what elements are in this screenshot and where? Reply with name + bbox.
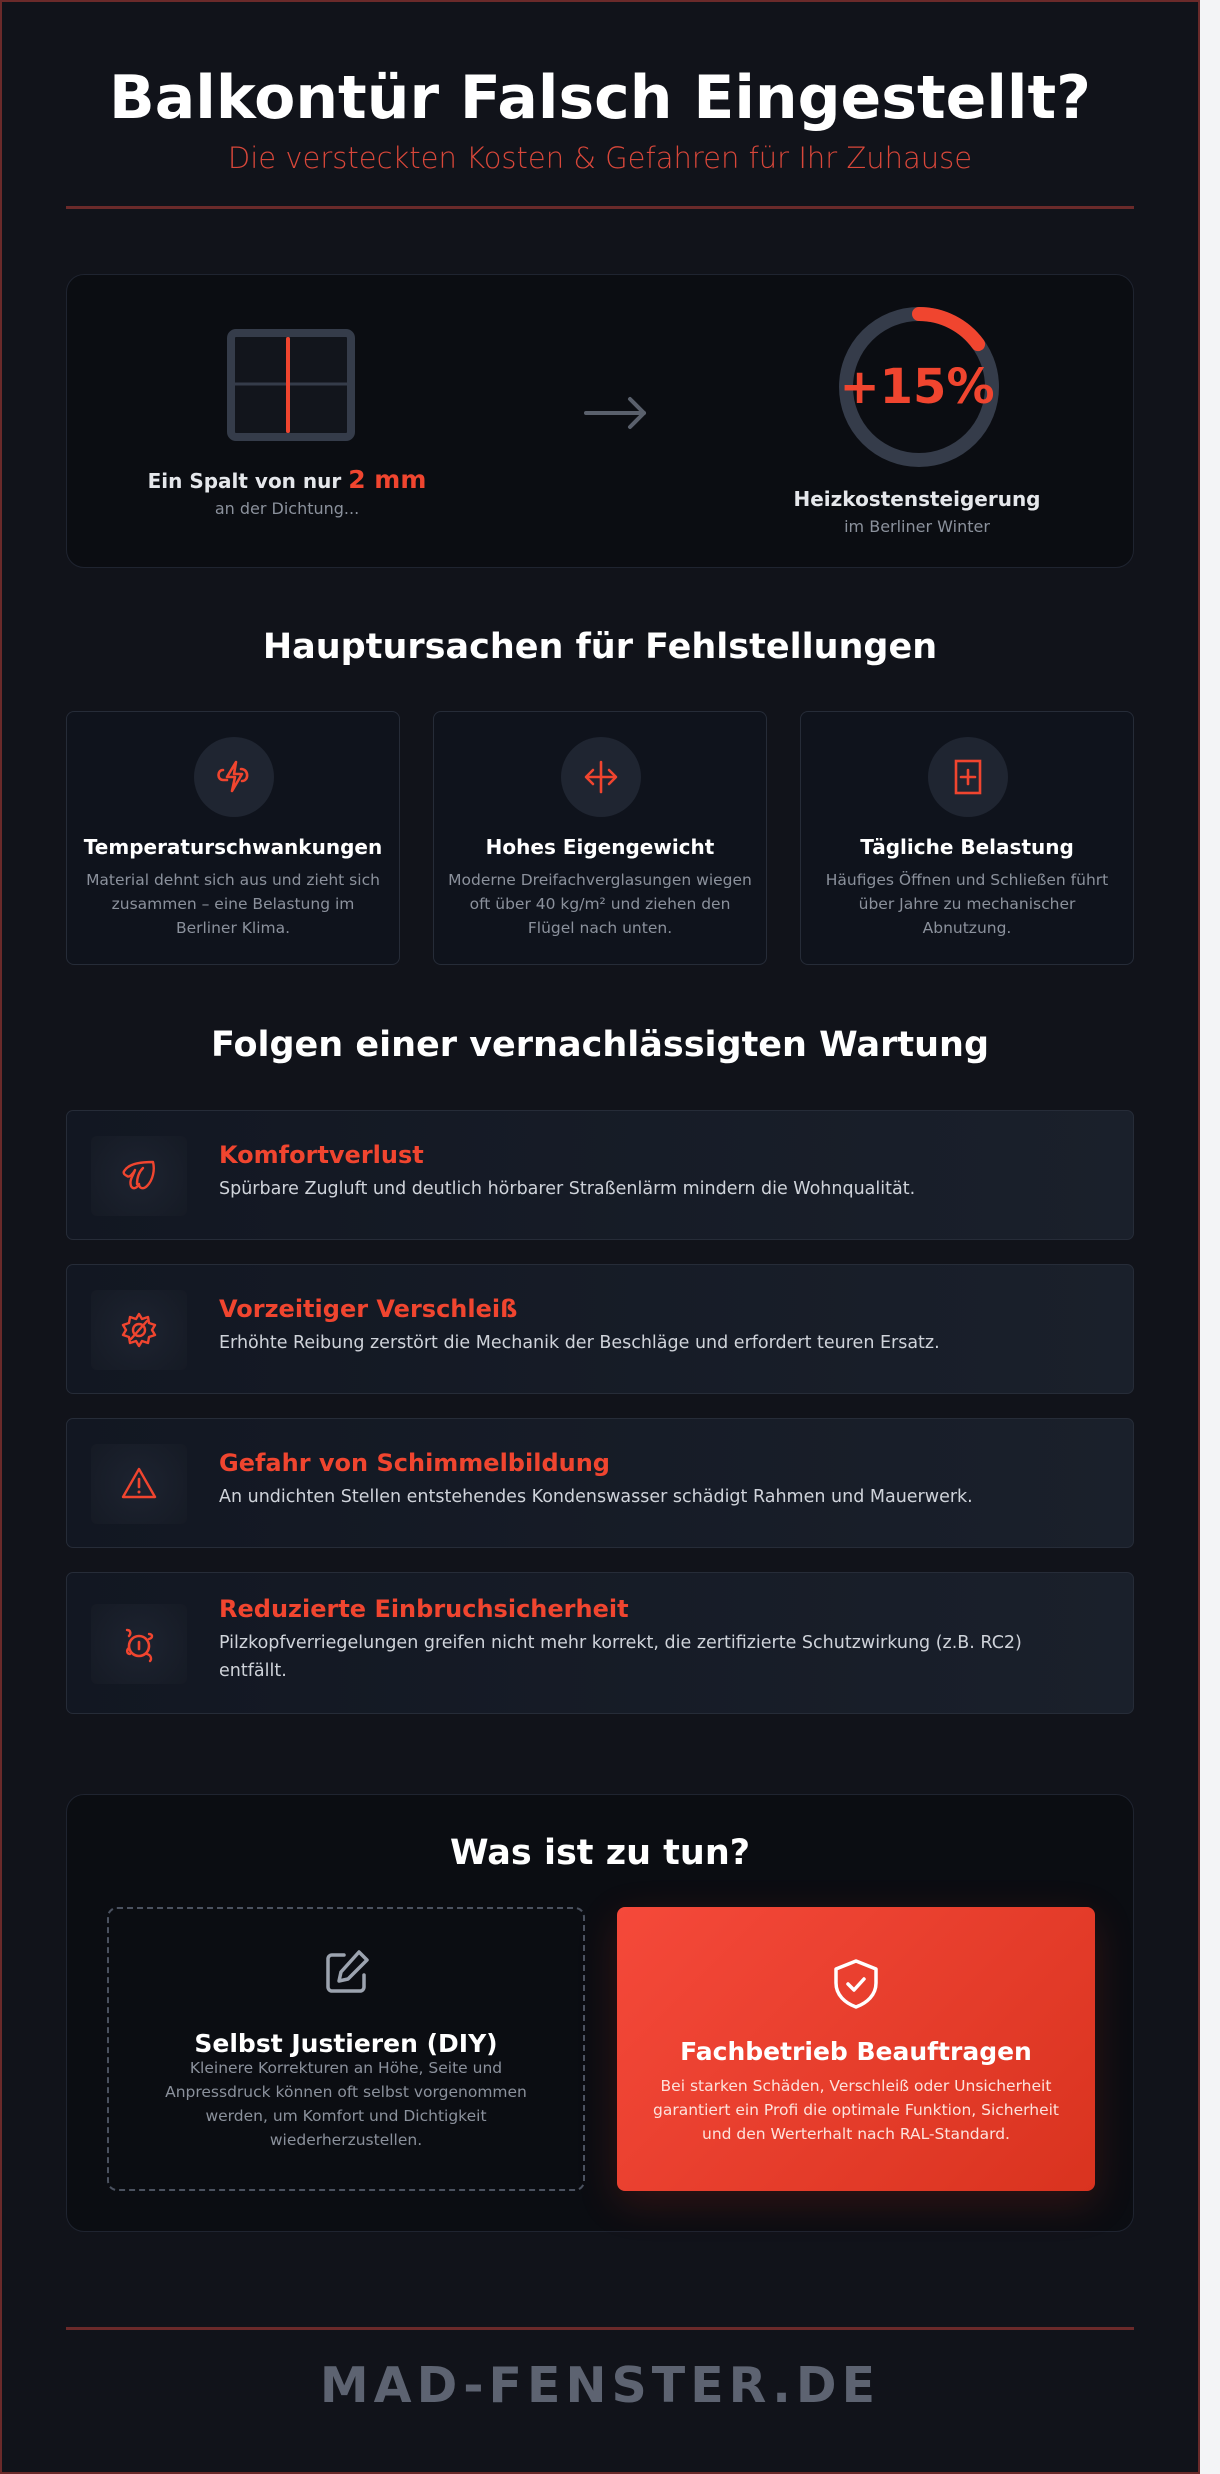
cause-title: Tägliche Belastung xyxy=(860,835,1074,859)
hero-card xyxy=(66,274,1134,568)
cause-text: Moderne Dreifachverglasungen wiegen oft über 40 kg/m² und ziehen den Flügel nach unten. xyxy=(448,871,752,937)
consequence-icon-box xyxy=(91,1290,187,1370)
heating-sublabel: im Berliner Winter xyxy=(844,517,990,536)
cause-icon-circle xyxy=(561,737,641,817)
edit-pencil-icon xyxy=(322,1947,372,1997)
action-card xyxy=(66,1794,1134,2232)
action-title: Was ist zu tun? xyxy=(449,1833,751,1873)
lock-broken-icon xyxy=(119,1624,159,1664)
consequence-text: Erhöhte Reibung zerstört die Mechanik der Beschläge und erfordert teuren Ersatz. xyxy=(219,1333,940,1353)
consequence-title: Komfortverlust xyxy=(219,1141,424,1169)
cause-card xyxy=(66,711,400,965)
diy-option[interactable] xyxy=(107,1907,585,2191)
cause-icon-circle xyxy=(194,737,274,817)
causes-title: Hauptursachen für Fehlstellungen xyxy=(262,627,938,667)
diy-title: Selbst Justieren (DIY) xyxy=(194,2029,498,2058)
cause-card xyxy=(433,711,767,965)
shield-check-icon xyxy=(829,1957,883,2011)
consequence-text: Spürbare Zugluft und deutlich hörbarer Straßenlärm mindern die Wohnqualität. xyxy=(219,1179,916,1199)
header xyxy=(2,2,1198,176)
cause-icon-circle xyxy=(928,737,1008,817)
door-plus-icon xyxy=(948,757,988,797)
window-gap-icon xyxy=(227,329,355,441)
consequence-title: Reduzierte Einbruchsicherheit xyxy=(219,1595,629,1623)
hero-heating-stat xyxy=(747,275,1087,567)
consequence-icon-box xyxy=(91,1136,187,1216)
footer-brand[interactable]: MAD-FENSTER.DE xyxy=(319,2357,881,2414)
hero-gap-label xyxy=(127,465,447,494)
gap-label-text: Ein Spalt von nur xyxy=(147,469,342,493)
cause-title: Hohes Eigengewicht xyxy=(485,835,715,859)
consequence-text: An undichten Stellen entstehendes Kondenswasser schädigt Rahmen und Mauerwerk. xyxy=(219,1487,973,1507)
cause-text: Material dehnt sich aus und zieht sich zusammen – eine Belastung im Berliner Klima. xyxy=(86,871,380,937)
pro-title: Fachbetrieb Beauftragen xyxy=(680,2037,1032,2066)
consequence-icon-box xyxy=(91,1444,187,1524)
consequence-title: Vorzeitiger Verschleiß xyxy=(219,1295,518,1323)
cause-text: Häufiges Öffnen und Schließen führt über Jahre zu mechanischer Abnutzung. xyxy=(825,871,1109,937)
cause-card xyxy=(800,711,1134,965)
page-subtitle: Die versteckten Kosten & Gefahren für Ihr Zuhause xyxy=(227,141,973,175)
footer-divider xyxy=(66,2327,1134,2330)
cause-title: Temperaturschwankungen xyxy=(83,835,383,859)
consequence-text: Pilzkopfverriegelungen greifen nicht mehr korrekt, die zertifizierte Schutzwirkung (z.B. RC2) entfällt. xyxy=(219,1633,1022,1681)
consequence-icon-box xyxy=(91,1604,187,1684)
consequence-title: Gefahr von Schimmelbildung xyxy=(219,1449,610,1477)
weight-split-arrows-icon xyxy=(581,757,621,797)
heating-label: Heizkostensteigerung xyxy=(793,487,1041,511)
gap-value: 2 mm xyxy=(348,465,427,494)
hire-professional-option[interactable] xyxy=(617,1907,1095,2191)
diy-text: Kleinere Korrekturen an Höhe, Seite und Anpressdruck können oft selbst vorgenommen werden, um Komfort und Dichtigkeit wiederherzustellen. xyxy=(165,2059,527,2149)
consequence-item xyxy=(66,1418,1134,1548)
gap-sublabel: an der Dichtung... xyxy=(214,499,360,518)
consequence-item xyxy=(66,1110,1134,1240)
consequence-item xyxy=(66,1572,1134,1714)
warning-triangle-icon xyxy=(119,1464,159,1504)
consequence-item xyxy=(66,1264,1134,1394)
draft-wind-icon xyxy=(119,1156,159,1196)
temperature-flash-icon xyxy=(214,757,254,797)
page-title: Balkontür Falsch Eingestellt? xyxy=(109,63,1091,133)
hero-gap-stat xyxy=(127,275,447,567)
gear-broken-icon xyxy=(119,1310,159,1350)
pro-text: Bei starken Schäden, Verschleiß oder Unsicherheit garantiert ein Profi die optimale Funktion, Sicherheit und den Werterhalt nach RAL-Standard. xyxy=(653,2077,1059,2143)
header-divider xyxy=(66,206,1134,209)
heating-increase-value: +15% xyxy=(839,359,995,415)
arrow-right-icon xyxy=(582,393,652,433)
consequences-title: Folgen einer vernachlässigten Wartung xyxy=(210,1025,990,1065)
